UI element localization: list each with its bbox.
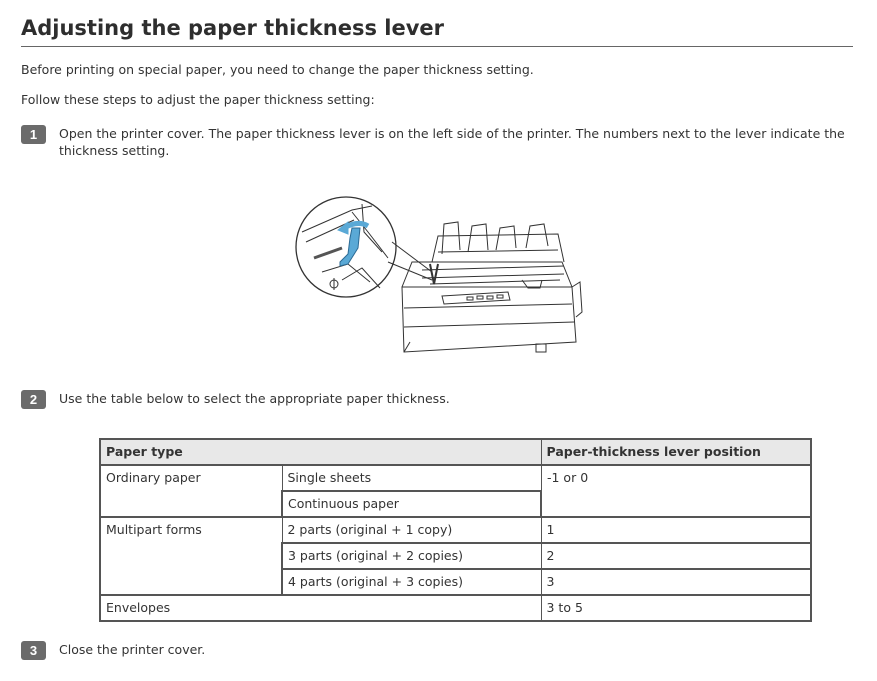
cell-subtype: 4 parts (original + 3 copies)	[282, 569, 541, 595]
header-lever-position: Paper-thickness lever position	[541, 439, 811, 465]
cell-lever-position: -1 or 0	[541, 465, 811, 517]
step-number-badge: 2	[21, 390, 46, 409]
header-paper-type: Paper type	[100, 439, 541, 465]
page-title: Adjusting the paper thickness lever	[21, 14, 853, 47]
cell-lever-position: 3	[541, 569, 811, 595]
cell-lever-position: 3 to 5	[541, 595, 811, 621]
cell-subtype: 2 parts (original + 1 copy)	[282, 517, 541, 543]
cell-paper-type: Multipart forms	[100, 517, 282, 595]
cell-lever-position: 2	[541, 543, 811, 569]
cell-paper-type: Envelopes	[100, 595, 541, 621]
cell-subtype: Single sheets	[282, 465, 541, 491]
lead-text: Follow these steps to adjust the paper thickness setting:	[21, 92, 375, 107]
paper-thickness-table	[99, 438, 812, 622]
step-number-badge: 3	[21, 641, 46, 660]
cell-lever-position: 1	[541, 517, 811, 543]
step-1	[21, 125, 851, 159]
printer-illustration	[292, 192, 592, 364]
step-3	[21, 641, 851, 660]
table-row	[100, 595, 811, 621]
table-row	[100, 517, 811, 543]
intro-text: Before printing on special paper, you need to change the paper thickness setting.	[21, 62, 534, 77]
step-text: Open the printer cover. The paper thickness lever is on the left side of the printer. The numbers next to the lever indicate the thickness setting.	[59, 126, 845, 158]
magnifier-circle	[296, 197, 396, 297]
table-header-row	[100, 439, 811, 465]
step-number-badge: 1	[21, 125, 46, 144]
step-text: Close the printer cover.	[59, 642, 206, 657]
step-2	[21, 390, 851, 409]
cell-paper-type: Ordinary paper	[100, 465, 282, 517]
cell-subtype: 3 parts (original + 2 copies)	[282, 543, 541, 569]
table-row	[100, 465, 811, 491]
step-text: Use the table below to select the appropriate paper thickness.	[59, 391, 450, 406]
cell-subtype: Continuous paper	[282, 491, 541, 517]
printer-body	[402, 222, 582, 352]
